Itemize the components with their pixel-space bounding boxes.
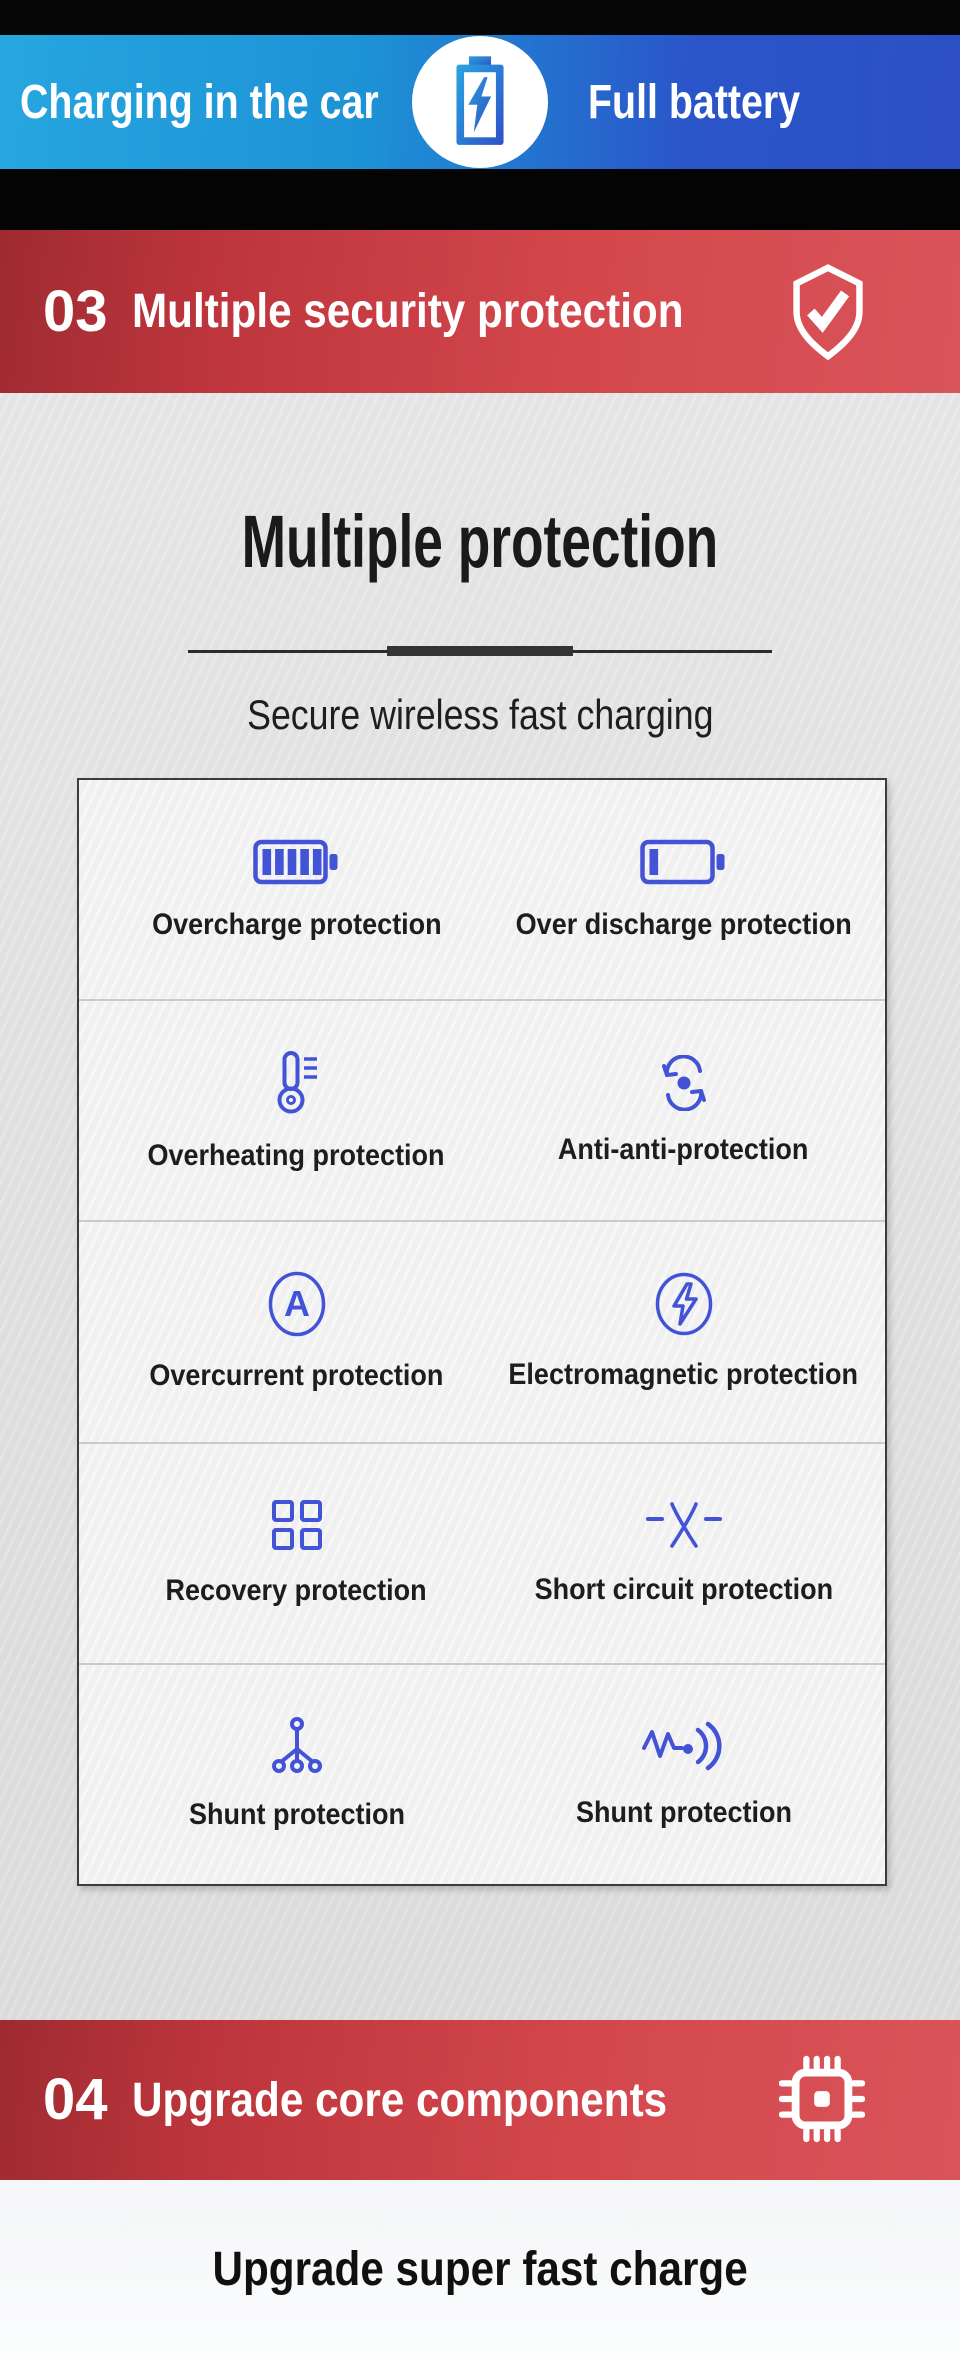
upgrade-heading: Upgrade super fast charge: [212, 2243, 748, 2296]
grid-squares-icon: [270, 1498, 324, 1552]
table-row: [79, 1663, 885, 1884]
cell-label: Short circuit protection: [534, 1573, 833, 1607]
cell-recovery: [95, 1444, 498, 1663]
cell-electromagnetic: [482, 1222, 885, 1441]
rotation-arrows-icon: [656, 1055, 712, 1111]
upgrade-section: [0, 2180, 960, 2359]
cell-label: Overheating protection: [147, 1138, 446, 1172]
short-circuit-icon: [644, 1499, 724, 1551]
top-black-bar: [0, 0, 960, 35]
battery-charging-icon: [444, 54, 516, 150]
cell-label: Overcurrent protection: [149, 1359, 444, 1392]
section-03-title: Multiple security protection: [131, 285, 684, 338]
protection-heading-text: Multiple protection: [241, 500, 719, 583]
table-row: [79, 780, 885, 999]
cell-overheating: [95, 1001, 498, 1220]
chip-icon: [779, 2053, 865, 2145]
lightning-circle-icon: [654, 1272, 714, 1336]
section-03-header: [0, 230, 960, 393]
protection-heading: [0, 393, 960, 583]
cell-label: Shunt protection: [575, 1796, 792, 1830]
table-row: [79, 1220, 885, 1441]
battery-badge: [412, 36, 548, 168]
pulse-wave-icon: [640, 1718, 728, 1774]
blue-banner: [0, 35, 960, 169]
protection-table: [77, 778, 887, 1886]
cell-anti-anti: [482, 1001, 885, 1220]
section-04-number: 04: [43, 2067, 108, 2132]
battery-low-icon: [640, 838, 728, 886]
cell-overcharge: [95, 780, 498, 999]
heading-divider: [188, 645, 772, 657]
section-04-header: [0, 2020, 960, 2180]
protection-subtitle: [0, 691, 960, 739]
cell-over-discharge: [482, 780, 885, 999]
protection-section: [0, 393, 960, 2020]
blue-banner-left-label: [20, 35, 457, 169]
cell-label: Shunt protection: [188, 1798, 405, 1832]
svg-text:A: A: [283, 1283, 310, 1324]
protection-subtitle-text: Secure wireless fast charging: [246, 691, 714, 738]
cell-shunt-left: [95, 1665, 498, 1884]
divider-thick-segment: [387, 646, 573, 656]
cell-label: Overcharge protection: [151, 907, 442, 941]
shield-check-icon: [788, 262, 868, 362]
thermometer-icon: [270, 1049, 324, 1117]
blue-banner-right-label: [588, 35, 847, 169]
cell-label: Electromagnetic protection: [508, 1358, 859, 1391]
section-03-number: 03: [43, 278, 108, 344]
ampere-circle-icon: [267, 1271, 327, 1337]
cell-label: Over discharge protection: [515, 907, 852, 941]
branch-nodes-icon: [267, 1716, 327, 1776]
cell-overcurrent: [95, 1222, 498, 1441]
cell-label: Anti-anti-protection: [558, 1132, 809, 1166]
blue-banner-left-text: Charging in the car: [20, 75, 379, 129]
section-04-title: Upgrade core components: [131, 2073, 667, 2127]
cell-label: Recovery protection: [165, 1574, 428, 1608]
battery-full-icon: [253, 838, 341, 886]
blue-banner-right-text: Full battery: [588, 75, 801, 129]
table-row: [79, 1442, 885, 1663]
mid-black-bar: [0, 169, 960, 230]
cell-short-circuit: [482, 1444, 885, 1663]
cell-shunt-right: [482, 1665, 885, 1884]
table-row: [79, 999, 885, 1220]
